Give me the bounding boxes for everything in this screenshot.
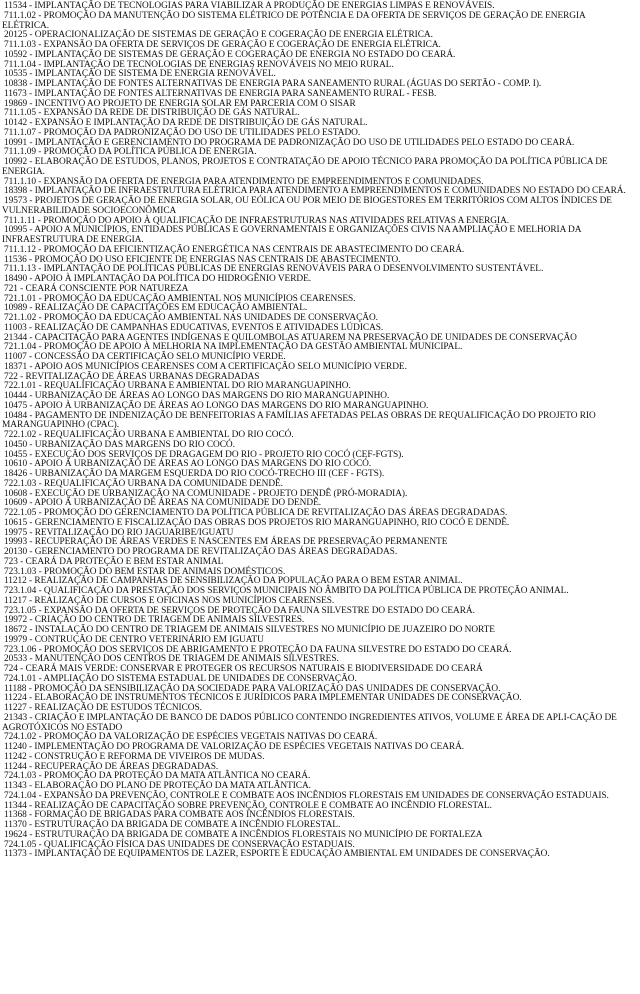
document-line: 20533 - MANUTENÇÃO DOS CENTROS DE TRIAGEM DE ANIMAIS SILVESTRES. xyxy=(4,654,339,665)
document-line: 722.1.05 - PROMOÇÃO DO GERENCIAMENTO DA POLÍTICA PÚBLICA DE REVITALIZAÇÃO DAS ÁREAS DEGRADADAS. xyxy=(4,508,508,518)
document-line: 724.1.04 - EXPANSÃO DA PREVENÇÃO, CONTROLE E COMBATE AOS INCÊNDIOS FLORESTAIS EM UNIDADES DE CONSERVAÇÃO ESTADUAIS. xyxy=(4,790,609,801)
document-line: 721.1.02 - PROMOÇÃO DA EDUCAÇÃO AMBIENTAL NAS UNIDADES DE CONSERVAÇÃO. xyxy=(4,313,378,323)
document-line: 11673 - IMPLANTAÇÃO DE FONTES ALTERNATIVAS DE ENERGIA PARA SANEAMENTO RURAL - FESB. xyxy=(4,88,437,99)
document-line: 18371 - APOIO AOS MUNICÍPIOS CEARENSES COM A CERTIFICAÇÃO SELO MUNICÍPIO VERDE. xyxy=(4,361,407,372)
document-line: 11368 - FORMAÇÃO DE BRIGADAS PARA COMBATE AOS INCÊNDIOS FLORESTAIS. xyxy=(4,810,355,821)
document-line: 11534 - IMPLANTAÇÃO DE TECNOLOGIAS PARA VIABILIZAR A PRODUÇÃO DE ENERGIAS LIMPAS E RENOVÁVEIS. xyxy=(4,1,495,11)
document-line: 19869 - INCENTIVO AO PROJETO DE ENERGIA SOLAR EM PARCERIA COM O SISAR xyxy=(4,98,356,109)
document-line: 19624 - ESTRUTURAÇÃO DA BRIGADA DE COMBATE A INCÊNDIOS FLORESTAIS NO MUNICÍPIO DE FORTALEZA xyxy=(4,829,483,840)
document-line: 19975 - REVITALIZAÇÃO DO RIO JAGUARIBE/IGUATU xyxy=(4,527,234,538)
document-line: 19979 - CONTRUÇÃO DE CENTRO VETERINÁRIO EM IGUATU xyxy=(4,634,264,645)
document-line: 723.1.03 - PROMOÇÃO DO BEM ESTAR DE ANIMAIS DOMÉSTICOS. xyxy=(4,566,286,577)
document-line: 711.1.11 - PROMOÇÃO DO APOIO À QUALIFICAÇÃO DE INFRAESTRUTURAS NAS ATIVIDADES RELATIVAS A ENERGIA. xyxy=(4,215,510,226)
document-line: 10484 - PAGAMENTO DE INDENIZAÇÃO DE BENFEITORIAS A FAMÍLIAS AFETADAS PELAS OBRAS DE REQUALIFICAÇÃO DO PROJETO RIO MARANGUAPINHO (CPAC). xyxy=(2,410,596,431)
document-line: 711.1.12 - PROMOÇÃO DA EFICIENTIZAÇÃO ENERGÉTICA NAS CENTRAIS DE ABASTECIMENTO DO CEARÁ. xyxy=(4,244,465,255)
document-line: 11240 - IMPLEMENTAÇÃO DO PROGRAMA DE VALORIZAÇÃO DE ESPÉCIES VEGETAIS NATIVAS DO CEARÁ. xyxy=(4,742,465,752)
document-line: 11003 - REALIZAÇÃO DE CAMPANHAS EDUCATIVAS, EVENTOS E ATIVIDADES LÚDICAS. xyxy=(4,322,384,333)
document-line: 11244 - RECUPERAÇÃO DE ÁREAS DEGRADADAS. xyxy=(4,761,219,772)
document-line: 723 - CEARÁ DA PROTEÇÃO E BEM ESTAR ANIMAL xyxy=(4,556,224,567)
document-line: 18672 - INSTALAÇÃO DO CENTRO DE TRIAGEM DE ANIMAIS SILVESTRES NO MUNICÍPIO DE JUAZEIRO DO NORTE xyxy=(4,625,495,635)
document-line: 723.1.06 - PROMOÇÃO DOS SERVIÇOS DE ABRIGAMENTO E PROTEÇÃO DA FAUNA SILVESTRE DO ESTADO DO CEARÁ. xyxy=(4,644,512,655)
document-line: 724.1.01 - AMPLIAÇÃO DO SISTEMA ESTADUAL DE UNIDADES DE CONSERVAÇÃO. xyxy=(4,673,357,684)
document-line: 10989 - REALIZAÇÃO DE CAPACITAÇÕES EM EDUCAÇÃO AMBIENTAL. xyxy=(4,303,308,314)
document-line: 10455 - EXECUÇÃO DOS SERVIÇOS DE DRAGAGEM DO RIO - PROJETO RIO COCÓ (CEF-FGTS). xyxy=(4,449,404,460)
document-line: 711.1.03 - EXPANSÃO DA OFERTA DE SERVIÇOS DE GERAÇÃO E COGERAÇÃO DE ENERGIA ELÉTRICA. xyxy=(4,40,441,50)
document-line: 10475 - APOIO À URBANIZAÇÃO DE ÁREAS AO LONGO DAS MARGENS DO RIO MARANGUAPINHO. xyxy=(4,400,429,411)
document-line: 711.1.13 - IMPLANTAÇÃO DE POLÍTICAS PÚBLICAS DE ENERGIAS RENOVÁVEIS PARA O DESENVOLVIMENTO SUSTENTÁVEL. xyxy=(4,264,544,275)
document-line: 10444 - URBANIZAÇÃO DE ÁREAS AO LONGO DAS MARGENS DO RIO MARANGUAPINHO. xyxy=(4,391,390,401)
document-line: 21343 - CRIAÇÃO E IMPLANTAÇÃO DE BANCO DE DADOS PÚBLICO CONTENDO INGREDIENTES ATIVOS, VOLUME E ÁREA DE APLI-CAÇÃO DE AGROTÓXICOS NO ESTADO xyxy=(2,712,617,733)
document-line: 722.1.02 - REQUALIFICAÇÃO URBANA E AMBIENTAL DO RIO COCÓ. xyxy=(4,430,294,440)
document-line: 10991 - IMPLANTAÇÃO E GERENCIAMENTO DO PROGRAMA DE PADRONIZAÇÃO DO USO DE UTILIDADES PELO ESTADO DO CEARÁ. xyxy=(4,137,575,148)
document-line: 724.1.03 - PROMOÇÃO DA PROTEÇÃO DA MATA ATLÂNTICA NO CEARÁ. xyxy=(4,771,311,782)
document-line: 11373 - IMPLANTAÇÃO DE EQUIPAMENTOS DE LAZER, ESPORTE E EDUCAÇÃO AMBIENTAL EM UNIDADES DE CONSERVAÇÃO. xyxy=(4,849,550,860)
document-line: 11536 - PROMOÇÃO DO USO EFICIENTE DE ENERGIAS NAS CENTRAIS DE ABASTECIMENTO. xyxy=(4,254,401,265)
document-line: 722 - REVITALIZAÇÃO DE ÁREAS URBANAS DEGRADADAS xyxy=(4,371,260,382)
document-line: 19993 - RECUPERAÇÃO DE ÁREAS VERDES E NASCENTES EM ÁREAS DE PRESERVAÇÃO PERMANENTE xyxy=(4,537,448,548)
document-line: 11370 - ESTRUTURAÇÃO DA BRIGADA DE COMBATE A INCÊNDIO FLORESTAL. xyxy=(4,820,341,830)
document-line: 722.1.01 - REQUALIFICAÇÃO URBANA E AMBIENTAL DO RIO MARANGUAPINHO. xyxy=(4,381,351,392)
document-line: 711.1.02 - PROMOÇÃO DA MANUTENÇÃO DO SISTEMA ELÉTRICO DE POTÊNCIA E DA OFERTA DE SERVIÇOS DE GERAÇÃO DE ENERGIA ELÉTRICA. xyxy=(2,10,586,31)
document-line: 10450 - URBANIZAÇÃO DAS MARGENS DO RIO COCÓ. xyxy=(4,439,235,450)
document-line: 11224 - ELABORAÇÃO DE INSTRUMENTOS TÉCNICOS E JURÍDICOS PARA IMPLEMENTAR UNIDADES DE CONSERVAÇÃO. xyxy=(4,693,522,704)
document-line: 10609 - APOIO À URBANIZAÇÃO DE ÁREAS NA COMUNIDADE DO DENDÊ. xyxy=(4,498,322,509)
document-line: 10992 - ELABORAÇÃO DE ESTUDOS, PLANOS, PROJETOS E CONTRATAÇÃO DE APOIO TÉCNICO PARA PROMOÇÃO DA POLÍTICA PÚBLICA DE ENERGIA. xyxy=(2,157,608,177)
document-line: 18398 - IMPLANTAÇÃO DE INFRAESTRUTURA ELÉTRICA PARA ATENDIMENTO A EMPREENDIMENTOS E COMUNIDADES NO ESTADO DO CEARÁ. xyxy=(4,186,626,197)
document-line: 18490 - APOIO À IMPLANTAÇÃO DA POLÍTICA DO HIDROGÊNIO VERDE. xyxy=(4,274,312,284)
document-line: 724 - CEARÁ MAIS VERDE: CONSERVAR E PROTEGER OS RECURSOS NATURAIS E BIODIVERSIDADE DO CEARÁ xyxy=(4,664,483,674)
document-line: 711.1.05 - EXPANSÃO DA REDE DE DISTRIBUIÇÃO DE GÁS NATURAL. xyxy=(4,108,300,119)
document-line: 10142 - EXPANSÃO E IMPLANTAÇÃO DA REDE DE DISTRIBUIÇÃO DE GÁS NATURAL. xyxy=(4,118,368,128)
document-line: 723.1.05 - EXPANSÃO DA OFERTA DE SERVIÇOS DE PROTEÇÃO DA FAUNA SILVESTRE DO ESTADO DO CEARÁ. xyxy=(4,605,475,616)
document-line: 11007 - CONCESSÃO DA CERTIFICAÇÃO SELO MUNICÍPIO VERDE. xyxy=(4,352,286,362)
document-line: 10535 - IMPLANTAÇÃO DE SISTEMA DE ENERGIA RENOVÁVEL. xyxy=(4,69,276,80)
document-line: 711.1.07 - PROMOÇÃO DA PADRONIZAÇÃO DO USO DE UTILIDADES PELO ESTADO. xyxy=(4,127,361,138)
document-line: 10615 - GERENCIAMENTO E FISCALIZAÇÃO DAS OBRAS DOS PROJETOS RIO MARANGUAPINHO, RIO COCÓ E DENDÊ. xyxy=(4,517,510,528)
document-line: 10610 - APOIO À URBANIZAÇÃO DE ÁREAS AO LONGO DAS MARGENS DO RIO COCÓ. xyxy=(4,459,372,470)
document-line: 20125 - OPERACIONALIZAÇÃO DE SISTEMAS DE GERAÇÃO E COGERAÇÃO DE ENERGIA ELÉTRICA. xyxy=(4,30,433,41)
document-line: 723.1.04 - QUALIFICAÇÃO DA PRESTAÇÃO DOS SERVIÇOS MUNICIPAIS NO ÂMBITO DA POLÍTICA PÚBLICA DE PROTEÇÃO ANIMAL. xyxy=(4,586,569,596)
document-line: 724.1.05 - QUALIFICAÇÃO FÍSICA DAS UNIDADES DE CONSERVAÇÃO ESTADUAIS. xyxy=(4,839,355,850)
document-line: 721.1.04 - PROMOÇÃO DE APOIO À MELHORIA NA IMPLEMENTAÇÃO DA GESTÃO AMBIENTAL MUNICIPAL. xyxy=(4,342,463,353)
document-line: 11212 - REALIZAÇÃO DE CAMPANHAS DE SENSIBILIZAÇÃO DA POPULAÇÃO PARA O BEM ESTAR ANIMAL. xyxy=(4,576,463,587)
document-line: 10608 - EXECUÇÃO DE URBANIZAÇÃO NA COMUNIDADE - PROJETO DENDÊ (PRÓ-MORADIA). xyxy=(4,488,408,499)
document-line: 19573 - PROJETOS DE GERAÇÃO DE ENERGIA SOLAR, OU EÓLICA OU POR MEIO DE BIOGESTORES EM TERRITÓRIOS COM ALTOS ÍNDICES DE VULNERABILIDADE SOCIOECONÔMICA xyxy=(2,196,612,216)
document-line: 724.1.02 - PROMOÇÃO DA VALORIZAÇÃO DE ESPÉCIES VEGETAIS NATIVAS DO CEARÁ. xyxy=(4,732,378,743)
document-line: 11188 - PROMOÇÃO DA SENSIBILIZAÇÃO DA SOCIEDADE PARA VALORIZAÇÃO DAS UNIDADES DE CONSERVAÇÃO. xyxy=(4,683,501,694)
document-line: 711.1.10 - EXPANSÃO DA OFERTA DE ENERGIA PARA ATENDIMENTO DE EMPREENDIMENTOS E COMUNIDADES. xyxy=(4,176,484,187)
document-line: 711.1.04 - IMPLANTAÇÃO DE TECNOLOGIAS DE ENERGIAS RENOVÁVEIS NO MEIO RURAL. xyxy=(4,59,394,70)
document-line: 18426 - URBANIZAÇÃO DA MARGEM ESQUERDA DO RIO COCÓ-TRECHO III (CEF - FGTS). xyxy=(4,469,385,479)
document-line: 11344 - REALIZAÇÃO DE CAPACITAÇÃO SOBRE PREVENÇÃO, CONTROLE E COMBATE AO INCÊNDIO FLORESTAL. xyxy=(4,800,492,811)
document-line: 19972 - CRIAÇÃO DO CENTRO DE TRIAGEM DE ANIMAIS SILVESTRES. xyxy=(4,615,305,626)
document-line: 722.1.03 - REQUALIFICAÇÃO URBANA DA COMUNIDADE DENDÊ. xyxy=(4,478,283,489)
document-line: 721 - CEARÁ CONSCIENTE POR NATUREZA xyxy=(4,283,189,294)
document-line: 10592 - IMPLANTAÇÃO DE SISTEMAS DE GERAÇÃO E COGERAÇÃO DE ENERGIA NO ESTADO DO CEARÁ. xyxy=(4,49,456,60)
document-line: 11227 - REALIZAÇÃO DE ESTUDOS TÉCNICOS. xyxy=(4,703,202,713)
document-line: 20130 - GERENCIAMENTO DO PROGRAMA DE REVITALIZAÇÃO DAS ÁREAS DEGRADADAS. xyxy=(4,547,398,557)
document-line: 10995 - APOIO A MUNICÍPIOS, ENTIDADES PÚBLICAS E GOVERNAMENTAIS E ORGANIZAÇÕES CIVIS NA AMPLIAÇÃO E MELHORIA DA INFRAESTRUTURA DE ENERGIA. xyxy=(2,225,581,245)
document-line: 11242 - CONSTRUÇÃO E REFORMA DE VIVEIROS DE MUDAS. xyxy=(4,751,265,762)
document-line: 721.1.01 - PROMOÇÃO DA EDUCAÇÃO AMBIENTAL NOS MUNICÍPIOS CEARENSES. xyxy=(4,293,356,304)
document-line: 11343 - ELABORAÇÃO DO PLANO DE PROTEÇÃO DA MATA ATLÂNTICA. xyxy=(4,781,311,791)
document-line: 11217 - REALIZAÇÃO DE CURSOS E OFICINAS NOS MUNICÍPIOS CEARENSES. xyxy=(4,595,335,606)
document-line: 711.1.09 - PROMOÇÃO DA POLÍTICA PÚBLICA DE ENERGIA. xyxy=(4,147,257,158)
document-line: 21344 - CAPACITAÇÃO PARA AGENTES INDÍGENAS E QUILOMBOLAS ATUAREM NA PRESERVAÇÃO DE UNIDADES DE CONSERVAÇÃO xyxy=(4,332,577,343)
document-line: 10838 - IMPLANTAÇÃO DE FONTES ALTERNATIVAS DE ENERGIA PARA SANEAMENTO RURAL (ÁGUAS DO SERTÃO - COMP. I). xyxy=(4,79,542,89)
